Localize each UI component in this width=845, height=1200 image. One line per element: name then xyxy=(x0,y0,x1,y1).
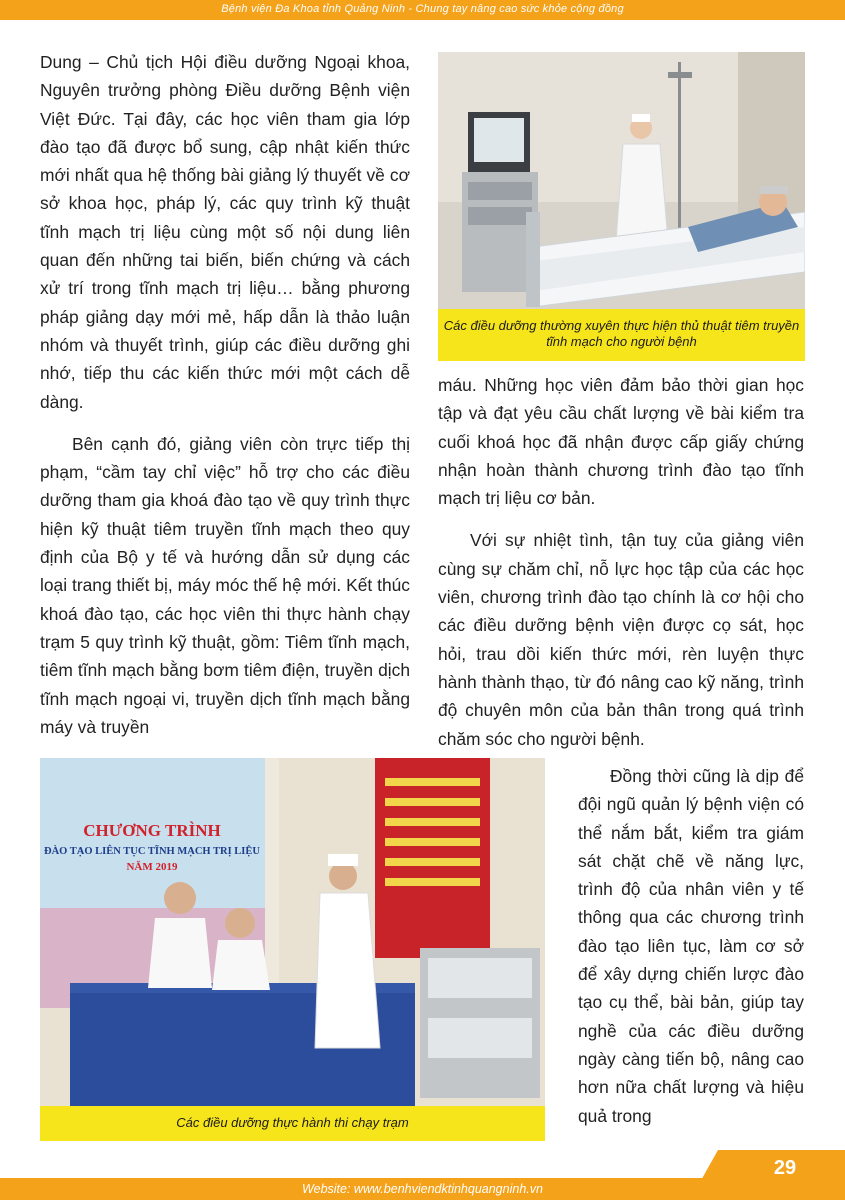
article-right-column xyxy=(438,371,804,753)
article-paragraph: Dung – Chủ tịch Hội điều dưỡng Ngoại khoa, Nguyên trưởng phòng Điều dưỡng Bệnh viện Việt Đức. Tại đây, các học viên tham gia lớp đào tạo đã được bổ sung, cập nhật kiến thức mới nhất qua hệ thống bài giảng lý thuyết về cơ sở khoa học, pháp lý, các quy trình kỹ thuật tĩnh mạch trị liệu cùng một số nội dung liên quan đến những tai biến, biến chứng và cách xử trí trong tĩnh mạch trị liệu… bằng phương pháp giảng dạy mới mẻ, hấp dẫn là thảo luận nhóm và thuyết trình, giúp các điều dưỡng ghi nhớ, tiếp thu các kiến thức mới một cách dễ dàng. xyxy=(40,52,410,412)
figure-caption: Các điều dưỡng thực hành thi chạy trạm xyxy=(40,1106,545,1141)
footer-website: Website: www.benhviendktinhquangninh.vn xyxy=(302,1182,543,1196)
hospital-room-illustration xyxy=(438,52,805,309)
banner-year: NĂM 2019 xyxy=(126,861,178,873)
running-title: Bệnh viện Đa Khoa tỉnh Quảng Ninh - Chung tay nâng cao sức khỏe cộng đồng xyxy=(221,3,624,15)
article-left-column xyxy=(40,48,410,741)
page-number: 29 xyxy=(773,1157,797,1179)
article-paragraph: Bên cạnh đó, giảng viên còn trực tiếp thị phạm, “cầm tay chỉ việc” hỗ trợ cho các điều dưỡng tham gia khoá đào tạo về quy trình thực hiện kỹ thuật tiêm truyền tĩnh mạch theo quy định của Bộ y tế và hướng dẫn sử dụng các loại trang thiết bị, máy móc thế hệ mới. Kết thúc khoá đào tạo, các học viên thi thực hành chạy trạm 5 quy trình kỹ thuật, gồm: Tiêm tĩnh mạch, tiêm tĩnh mạch bằng bơm tiêm điện, truyền dịch tĩnh mạch ngoại vi, truyền dịch tĩnh mạch bằng máy và truyền xyxy=(40,433,410,737)
photo-nurse-iv-infusion xyxy=(438,52,805,309)
article-paragraph: Đồng thời cũng là dịp để đội ngũ quản lý bệnh viện có thể nắm bắt, kiểm tra giám sát chặt chẽ về năng lực, trình độ của nhân viên y tế thông qua các chương trình đào tạo liên tục, làm cơ sở để xây dựng chiến lược đào tạo cụ thể, bài bản, giúp tay nghề của các điều dưỡng ngày càng tiến bộ, nâng cao hơn nữa chất lượng và hiệu quả trong xyxy=(578,766,804,1126)
training-room-illustration xyxy=(40,758,545,1106)
article-paragraph: máu. Những học viên đảm bảo thời gian học tập và đạt yêu cầu chất lượng về bài kiểm tra cuối khoá học đã nhận được cấp giấy chứng nhận hoàn thành chương trình đào tạo tĩnh mạch trị liệu cơ bản. xyxy=(438,375,804,509)
figure-caption: Các điều dưỡng thường xuyên thực hiện thủ thuật tiêm truyền tĩnh mạch cho người bệnh xyxy=(438,309,805,361)
article-paragraph: Với sự nhiệt tình, tận tuỵ của giảng viên cùng sự chăm chỉ, nỗ lực học tập của các học viên, chương trình đào tạo chính là cơ hội cho các điều dưỡng bệnh viện được cọ sát, học hỏi, trau dồi kiến thức mới, rèn luyện thực hành thành thạo, từ đó nâng cao kỹ năng, trình độ chuyên môn của bản thân trong quá trình chăm sóc cho người bệnh. xyxy=(438,530,804,749)
article-right-column-narrow xyxy=(578,762,804,1130)
banner-subheading: ĐÀO TẠO LIÊN TỤC TĨNH MẠCH TRỊ LIỆU xyxy=(44,846,260,857)
photo-training-station xyxy=(40,758,545,1106)
banner-heading: CHƯƠNG TRÌNH xyxy=(83,821,221,840)
